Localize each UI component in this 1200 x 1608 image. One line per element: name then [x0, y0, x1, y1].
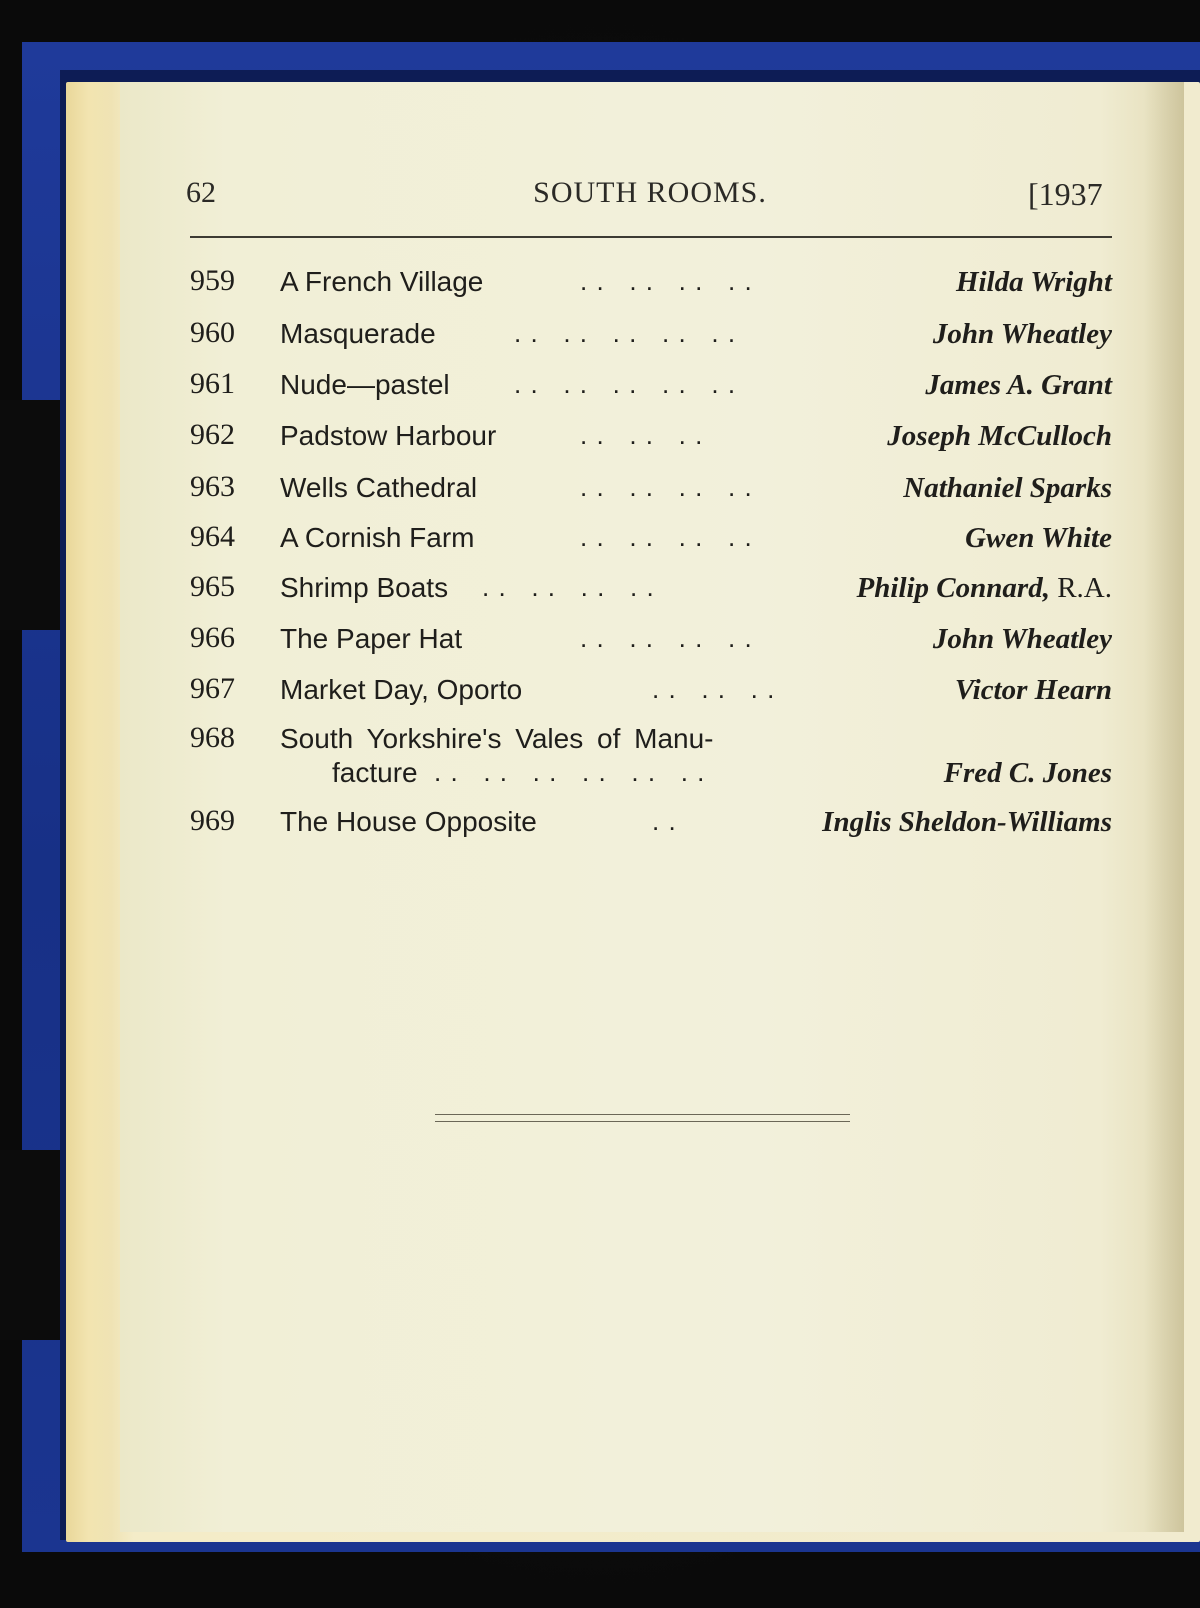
- artist-name: Philip Connard,: [856, 572, 1050, 604]
- entry-artist: John Wheatley: [932, 318, 1112, 350]
- entry-number: 967: [190, 672, 235, 705]
- entry-title: Market Day, Oporto: [280, 674, 523, 705]
- entry-artist: Victor Hearn: [954, 674, 1112, 706]
- entry-title: Padstow Harbour: [280, 420, 497, 451]
- entry-title: South Yorkshire's Vales of Manu-: [280, 723, 714, 754]
- entry-title: Wells Cathedral: [280, 472, 478, 503]
- catalogue-entry: [0, 520, 1200, 560]
- section-title: SOUTH ROOMS.: [533, 176, 767, 209]
- closing-double-rule: [435, 1114, 850, 1122]
- leader-dots: . . . . . .: [652, 674, 776, 704]
- entry-title: The House Opposite: [280, 806, 537, 837]
- entry-artist: Nathaniel Sparks: [903, 472, 1112, 504]
- entry-artist: John Wheatley: [932, 623, 1112, 655]
- entry-number: 969: [190, 804, 235, 837]
- cover-tab-bottom: [0, 1150, 60, 1340]
- entry-title: Nude—pastel: [280, 369, 450, 400]
- leader-dots: . . . . . . . .: [580, 522, 753, 552]
- catalogue-entry: [0, 470, 1200, 510]
- leader-dots: . . . . . . . . . .: [514, 318, 737, 348]
- header-rule: [190, 236, 1112, 238]
- entry-number: 964: [190, 520, 235, 553]
- catalogue-entry: [0, 367, 1200, 407]
- leader-dots: . . . . . . . .: [580, 623, 753, 653]
- leader-dots: . .: [652, 806, 677, 836]
- entry-title: A Cornish Farm: [280, 522, 475, 553]
- entry-number: 961: [190, 367, 235, 400]
- entry-title: Masquerade: [280, 318, 436, 349]
- entry-artist: Inglis Sheldon-Williams: [822, 806, 1112, 838]
- leader-dots: . . . . . . . . . . . .: [434, 757, 706, 787]
- leader-dots: . . . . . . . . . .: [514, 369, 737, 399]
- catalogue-entry: [0, 804, 1200, 844]
- entry-artist: Gwen White: [965, 522, 1112, 554]
- catalogue-entry: [0, 264, 1200, 304]
- entry-artist: [857, 572, 1112, 605]
- running-head: [0, 176, 1200, 226]
- leader-dots: . . . . . .: [580, 420, 704, 450]
- catalogue-entry: [0, 570, 1200, 610]
- year-marker: [1937: [1028, 176, 1103, 212]
- entry-number: 959: [190, 264, 235, 297]
- page-number: 62: [186, 176, 216, 209]
- entry-artist: Joseph McCulloch: [887, 420, 1112, 452]
- entry-number: 962: [190, 418, 235, 451]
- entry-title: A French Village: [280, 266, 484, 297]
- artist-honour: R.A.: [1057, 572, 1112, 604]
- entry-number: 960: [190, 316, 235, 349]
- entry-artist: James A. Grant: [925, 369, 1112, 401]
- entry-number: 965: [190, 570, 235, 603]
- catalogue-entry: [0, 672, 1200, 712]
- catalogue-entry: [0, 621, 1200, 661]
- entry-number: 966: [190, 621, 235, 654]
- entry-number: 963: [190, 470, 235, 503]
- leader-dots: . . . . . . . .: [482, 572, 655, 602]
- entry-title-continued: facture: [332, 757, 418, 788]
- entry-title: The Paper Hat: [280, 623, 463, 654]
- catalogue-entry: [0, 316, 1200, 356]
- entry-title: Shrimp Boats: [280, 572, 449, 603]
- catalogue-entry: [0, 721, 1200, 801]
- leader-dots: . . . . . . . .: [580, 266, 753, 296]
- catalogue-entry: [0, 418, 1200, 458]
- entry-artist: Fred C. Jones: [943, 757, 1112, 789]
- entry-number: 968: [190, 721, 235, 754]
- leader-dots: . . . . . . . .: [580, 472, 753, 502]
- entry-artist: Hilda Wright: [955, 266, 1112, 298]
